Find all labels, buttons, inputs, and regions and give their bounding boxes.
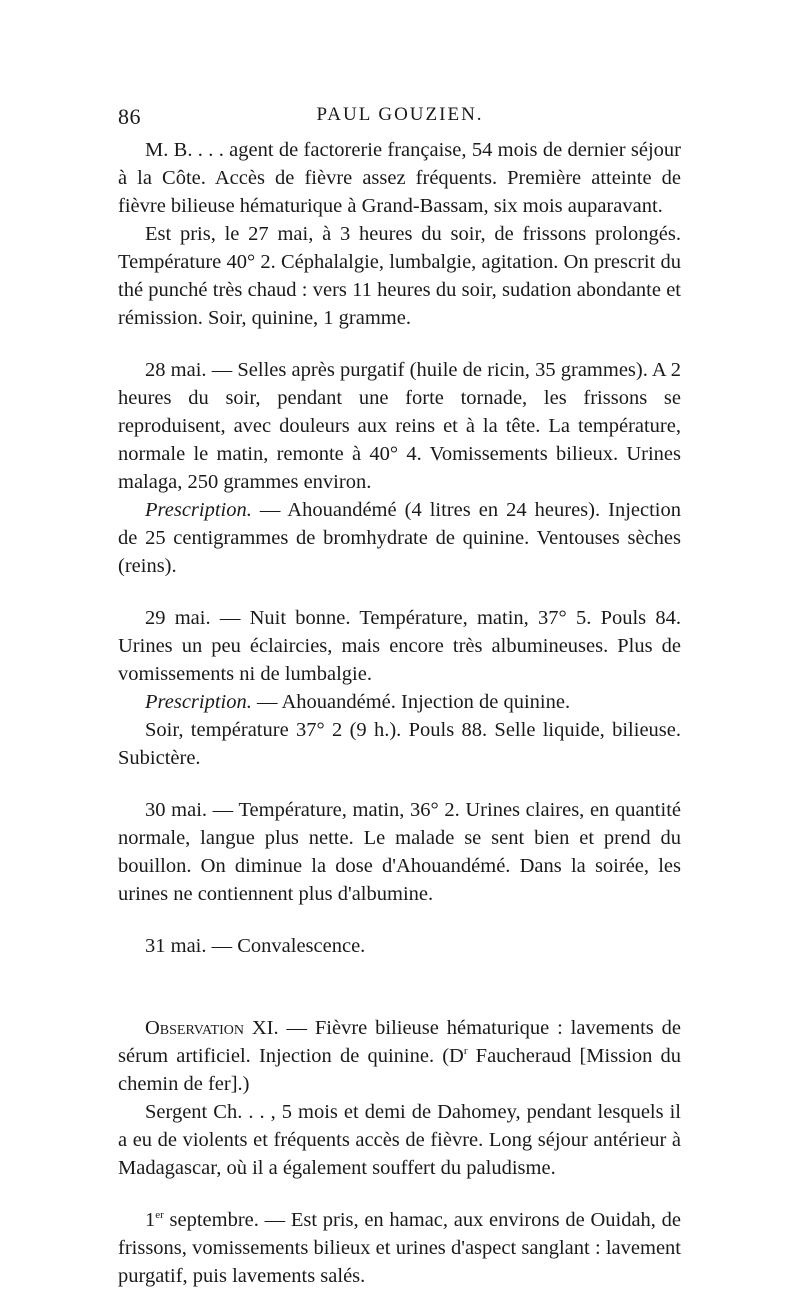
paragraph-evening: Soir, température 37° 2 (9 h.). Pouls 88. Selle liquide, bilieuse. Subictère. — [118, 719, 681, 769]
september-text: septembre. — Est pris, en hamac, aux environs de Ouidah, de frissons, vomissements bilieux et urines d'aspect sanglant : lavement purgatif, puis lavements salés. — [118, 1209, 681, 1287]
prescription-label: Prescription. — [145, 691, 252, 713]
body-text — [118, 136, 681, 1290]
paragraph-may-30: 30 mai. — Température, matin, 36° 2. Urines claires, en quantité normale, langue plus nette. Le malade se sent bien et prend du bouillon. On diminue la dose d'Ahouandémé. Dans la soirée, les urines ne contiennent plus d'albumine. — [118, 799, 681, 905]
paragraph-september-1 — [118, 1206, 681, 1290]
page-number: 86 — [118, 104, 141, 129]
observation-superscript: r — [463, 1045, 468, 1058]
date-superscript: er — [155, 1209, 164, 1222]
prescription-text: — Ahouandémé (4 litres en 24 heures). Injection de 25 centigrammes de bromhydrate de quinine. Ventouses sèches (reins). — [118, 499, 681, 577]
paragraph-sergent: Sergent Ch. . . , 5 mois et demi de Dahomey, pendant lesquels il a eu de violents et fréquents accès de fièvre. Long séjour antérieur à Madagascar, où il a également souffert du paludisme. — [118, 1101, 681, 1179]
observation-heading — [118, 1014, 681, 1098]
observation-title: XI. — Fièvre bilieuse hématurique : lavements de sérum artificiel. Injection de quinine. (D — [118, 1017, 681, 1067]
prescription-text: — Ahouandémé. Injection de quinine. — [251, 691, 571, 713]
prescription-label: Prescription. — [145, 499, 252, 521]
observation-label: Observation — [145, 1017, 244, 1039]
paragraph-onset: Est pris, le 27 mai, à 3 heures du soir, de frissons prolongés. Température 40° 2. Céphalalgie, lumbalgie, agitation. On prescrit du thé punché très chaud : vers 11 heures du soir, sudation abondante et rémission. Soir, quinine, 1 gramme. — [118, 223, 681, 329]
date-number: 1 — [145, 1209, 156, 1231]
paragraph-prescription-1 — [118, 496, 681, 580]
running-head: PAUL GOUZIEN. — [316, 104, 484, 125]
paragraph-may-29: 29 mai. — Nuit bonne. Température, matin, 37° 5. Pouls 84. Urines un peu éclaircies, mais encore très albumineuses. Plus de vomissements ni de lumbalgie. — [118, 607, 681, 685]
paragraph-may-28: 28 mai. — Selles après purgatif (huile de ricin, 35 grammes). A 2 heures du soir, pendant une forte tornade, les frissons se reproduisent, avec douleurs aux reins et à la tête. La température, normale le matin, remonte à 40° 4. Vomissements bilieux. Urines malaga, 250 grammes environ. — [118, 359, 681, 493]
paragraph-prescription-2 — [118, 688, 681, 716]
paragraph-may-31: 31 mai. — Convalescence. — [145, 935, 366, 957]
paragraph-patient-history: M. B. . . . agent de factorerie française, 54 mois de dernier séjour à la Côte. Accès de fièvre assez fréquents. Première atteinte de fièvre bilieuse hématurique à Grand-Bassam, six mois auparavant. — [118, 139, 681, 217]
observation-source: Faucheraud [Mission du chemin de fer].) — [118, 1045, 682, 1095]
